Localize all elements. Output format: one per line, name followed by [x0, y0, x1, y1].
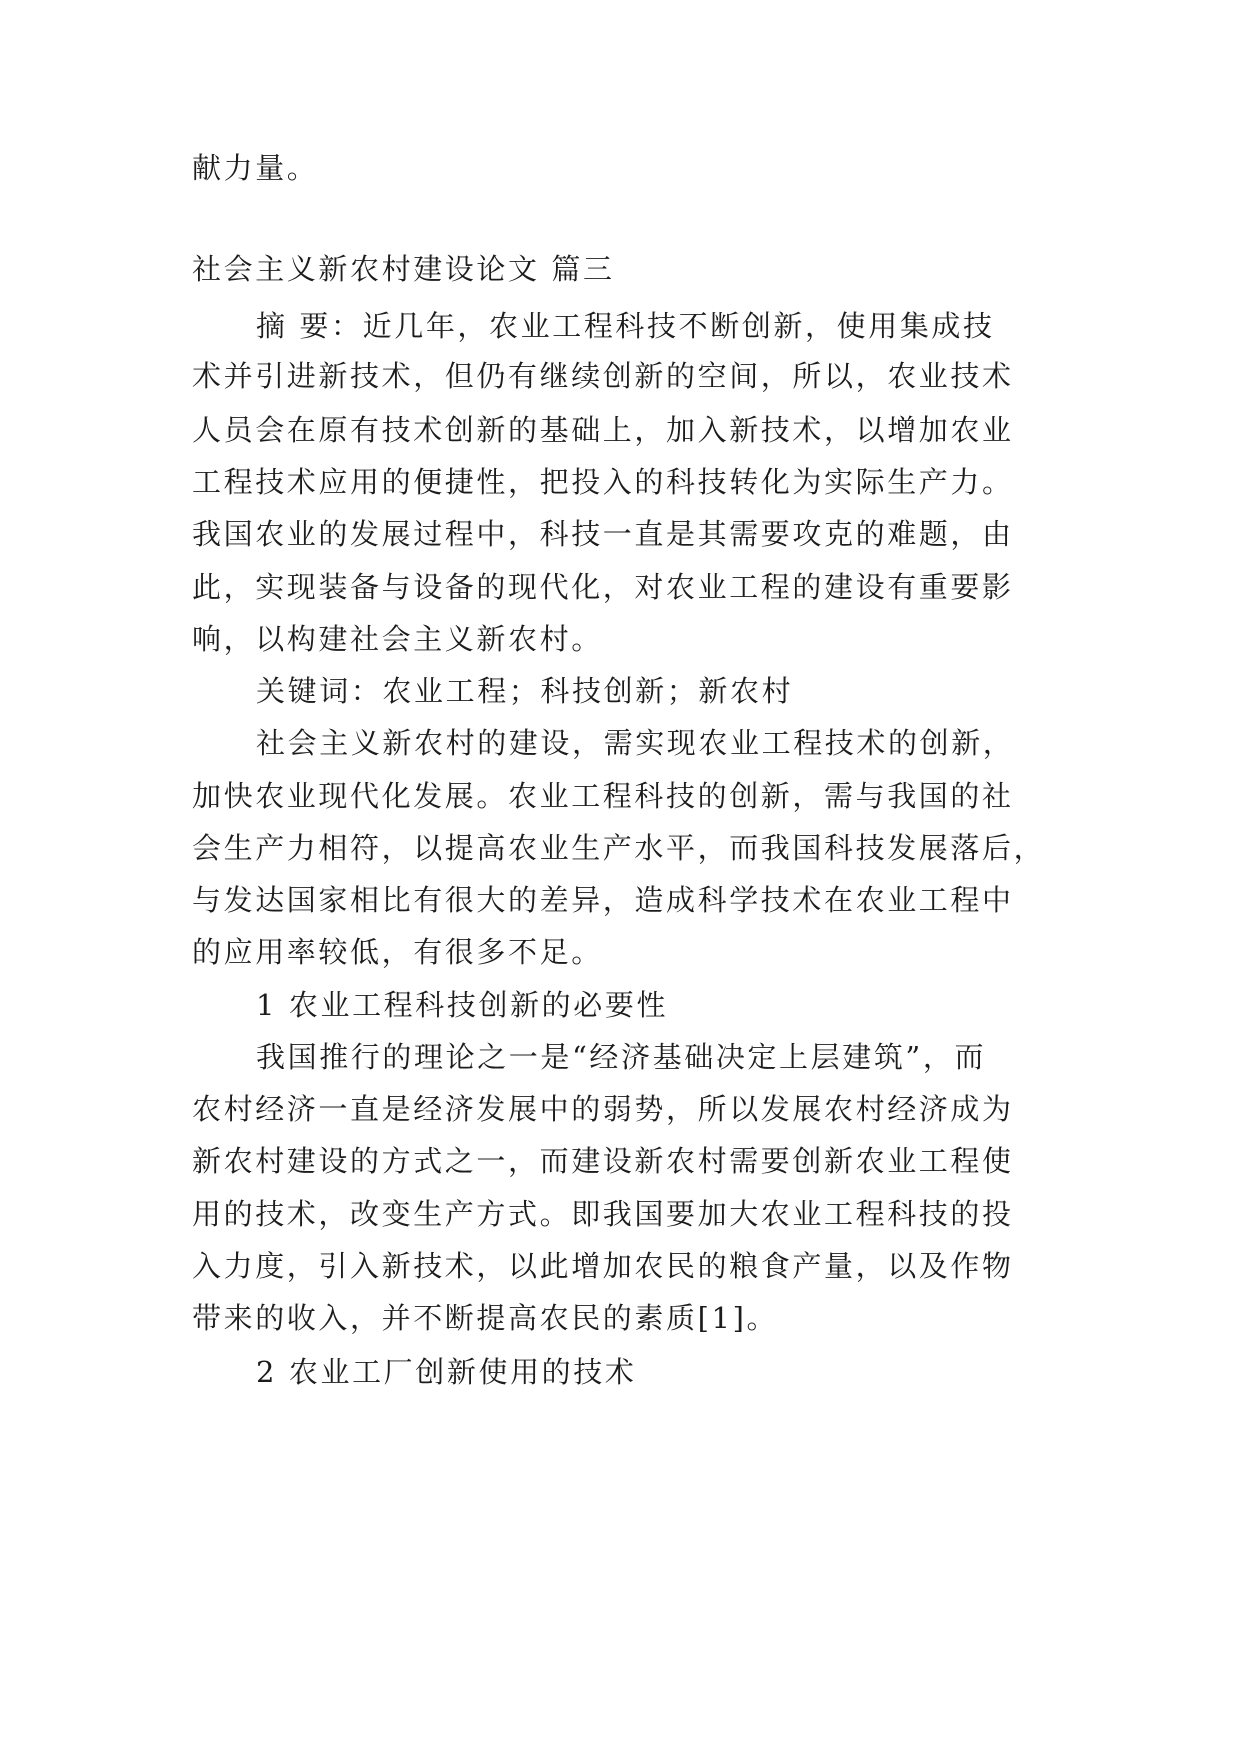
- body-line: 加快农业现代化发展。农业工程科技的创新，需与我国的社: [192, 779, 1014, 813]
- abstract-line: 响，以构建社会主义新农村。: [192, 622, 603, 656]
- abstract-line: 人员会在原有技术创新的基础上，加入新技术，以增加农业: [192, 413, 1014, 447]
- body-line: 社会主义新农村的建设，需实现农业工程技术的创新，: [256, 726, 1015, 760]
- body-line: 带来的收入，并不断提高农民的素质[1]。: [192, 1301, 779, 1335]
- keywords-line: 关键词：农业工程；科技创新；新农村: [256, 674, 794, 708]
- body-line: 农村经济一直是经济发展中的弱势，所以发展农村经济成为: [192, 1092, 1014, 1126]
- body-line: 的应用率较低，有很多不足。: [192, 935, 603, 969]
- abstract-line: 摘 要：近几年，农业工程科技不断创新，使用集成技: [256, 309, 995, 343]
- body-line: 会生产力相符，以提高农业生产水平，而我国科技发展落后，: [192, 831, 1046, 865]
- text-line: 献力量。: [192, 151, 319, 185]
- body-line: 新农村建设的方式之一，而建设新农村需要创新农业工程使: [192, 1144, 1014, 1178]
- abstract-line: 我国农业的发展过程中，科技一直是其需要攻克的难题，由: [192, 517, 1014, 551]
- abstract-line: 工程技术应用的便捷性，把投入的科技转化为实际生产力。: [192, 465, 1014, 499]
- body-line: 用的技术，改变生产方式。即我国要加大农业工程科技的投: [192, 1197, 1014, 1231]
- subsection-heading: 2 农业工厂创新使用的技术: [256, 1355, 637, 1389]
- body-line: 与发达国家相比有很大的差异，造成科学技术在农业工程中: [192, 883, 1014, 917]
- abstract-line: 术并引进新技术，但仍有继续创新的空间，所以，农业技术: [192, 359, 1014, 393]
- abstract-line: 此，实现装备与设备的现代化，对农业工程的建设有重要影: [192, 570, 1014, 604]
- section-heading: 社会主义新农村建设论文 篇三: [192, 252, 615, 286]
- body-line: 我国推行的理论之一是“经济基础决定上层建筑”，而: [256, 1040, 987, 1074]
- subsection-heading: 1 农业工程科技创新的必要性: [256, 988, 669, 1022]
- body-line: 入力度，引入新技术，以此增加农民的粮食产量，以及作物: [192, 1249, 1014, 1283]
